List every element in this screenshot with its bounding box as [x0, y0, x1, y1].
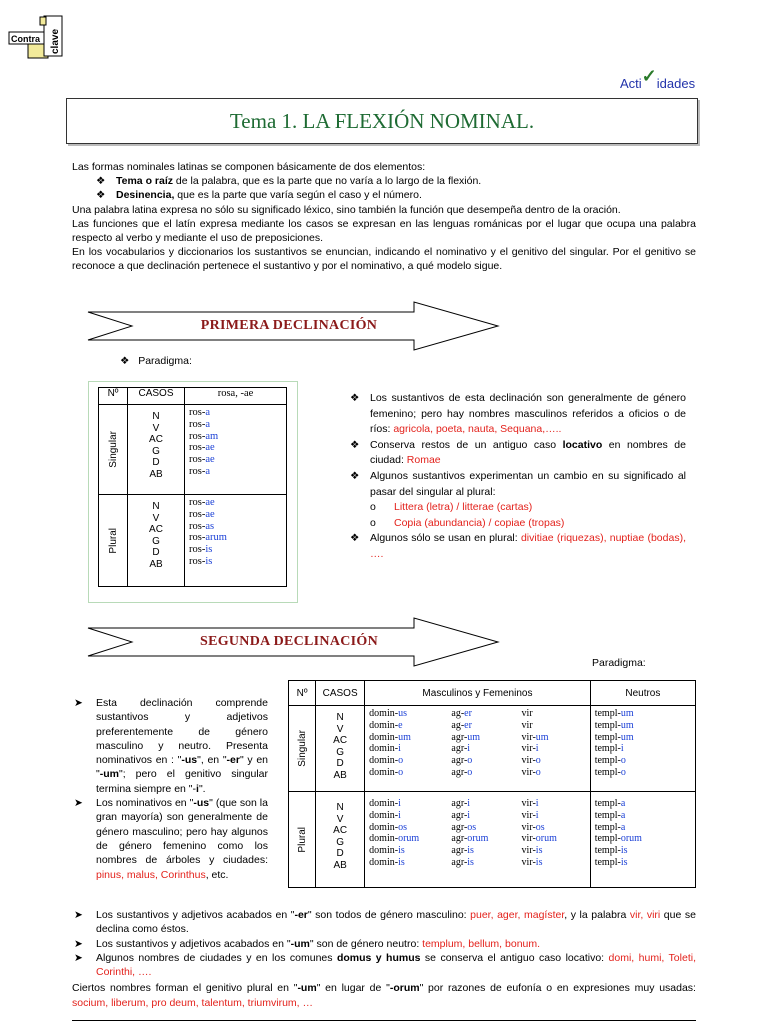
declension-form: ros-ae — [189, 442, 215, 454]
intro-bullet-1: ❖ Tema o raíz de la palabra, que es la parte que no varía a lo largo de la flexión. — [96, 175, 482, 188]
note-item: ➤ Algunos nombres de ciudades y en los comunes domus y humus se conserva el antiguo caso locativo: domi, humi, Toleti, Corinthi, …. — [74, 951, 696, 979]
singular-templ-forms — [590, 706, 695, 792]
col-word-header: rosa, -ae — [185, 388, 287, 405]
col-neuter-header: Neutros — [590, 681, 695, 706]
note-item: ❖ Conserva restos de un antiguo caso locativo en nombres de ciudad: Romae — [350, 438, 686, 467]
intro-line: Las formas nominales latinas se componen básicamente de dos elementos: — [72, 161, 426, 173]
declension-form: domin-us — [369, 708, 407, 719]
logo-word-clave: clave — [50, 28, 61, 54]
declension-form: ros-a — [189, 407, 211, 418]
declension-form: domin-e — [369, 719, 403, 731]
declension-form: vir-i — [521, 809, 539, 821]
declension-form: domin-orum — [369, 833, 420, 845]
diamond-bullet-icon: ❖ — [350, 392, 360, 404]
declension-form: agr-orum — [451, 833, 489, 845]
plural-cell: Plural — [99, 495, 128, 587]
declension-form: vir-is — [521, 856, 543, 868]
plural-cases — [128, 495, 185, 587]
declension-form: domin-i — [369, 809, 401, 821]
declension-form: ros-is — [189, 555, 213, 567]
declension-form: vir-o — [521, 755, 541, 767]
singular-agr-forms — [447, 706, 517, 792]
diamond-bullet-icon: ❖ — [350, 469, 360, 482]
diamond-bullet-icon: ❖ — [350, 532, 360, 545]
plural-cell: Plural — [289, 792, 316, 888]
logo-word-contra: Contra — [11, 34, 40, 44]
declension-form: templ-i — [594, 743, 624, 755]
declension-form: ros-is — [189, 544, 213, 556]
singular-cell: Singular — [99, 405, 128, 495]
declension-form: agr-i — [451, 798, 471, 809]
note-item: ❖ Algunos sólo se usan en plural: divitiae (riquezas), nuptiae (bodas), …. — [350, 532, 686, 560]
case-label: AC — [149, 524, 163, 535]
declension-form: domin-o — [369, 755, 404, 767]
note-item: ❖ Algunos sustantivos experimentan un cambio en su significado al pasar del singular al plural: — [350, 469, 686, 498]
col-mf-header: Masculinos y Femeninos — [365, 681, 591, 706]
case-label: D — [152, 457, 160, 468]
case-label: G — [152, 445, 160, 457]
declension-form: vir — [521, 719, 533, 731]
plural-vir-forms — [518, 792, 591, 888]
singular-cell: Singular — [289, 706, 316, 792]
declension-form: domin-is — [369, 856, 405, 868]
case-label: AB — [333, 769, 347, 781]
declension-form: ros-a — [189, 465, 211, 477]
case-label: N — [152, 501, 160, 512]
col-cases-header: CASOS — [316, 681, 365, 706]
footer-divider — [72, 1020, 696, 1021]
case-label: N — [336, 712, 344, 723]
declension-form: templ-is — [594, 856, 628, 868]
case-label: N — [152, 411, 160, 422]
declension-form: agr-um — [451, 731, 481, 743]
declension-form: agr-o — [451, 766, 473, 778]
declension-form: vir-os — [521, 821, 545, 833]
declension-form: domin-os — [369, 821, 407, 833]
declension-form: templ-um — [594, 708, 634, 719]
declension-form: vir-is — [521, 845, 543, 857]
declension-form: agr-is — [451, 845, 474, 857]
declension-form: ros-a — [189, 418, 211, 430]
case-label: V — [152, 512, 160, 524]
singular-forms — [185, 405, 287, 495]
case-label: V — [152, 422, 160, 434]
first-declension-notes — [346, 391, 686, 563]
actividades-label: Acti✓idades — [620, 66, 696, 91]
declension-form: templ-a — [594, 821, 626, 833]
declension-form: domin-is — [369, 845, 405, 857]
intro-bullet-2: ❖ Desinencia, que es la parte que varía según el caso y el número. — [96, 189, 422, 202]
diamond-bullet-icon: ❖ — [96, 175, 106, 188]
singular-domin-forms — [365, 706, 448, 792]
case-label: AC — [333, 735, 348, 746]
declension-form: ros-ae — [189, 454, 215, 466]
case-label: V — [336, 723, 344, 735]
note-subitem: o Littera (letra) / litterae (cartas) — [346, 500, 686, 516]
declension-form: ag-er — [451, 708, 472, 719]
plural-agr-forms — [447, 792, 517, 888]
title-box — [66, 98, 698, 144]
declension-form: vir-um — [521, 731, 549, 743]
arrow-bullet-icon: ➤ — [74, 697, 83, 709]
declension-form: domin-um — [369, 731, 411, 743]
declension-form: ros-arum — [189, 532, 227, 544]
note-item: ❖ Los sustantivos de esta declinación son generalmente de género femenino; pero hay nombres masculinos referidos a oficios o de ríos: agricola, poeta, nauta, Sequana,….. — [350, 392, 686, 436]
second-declension-banner — [74, 616, 504, 668]
declension-form: templ-a — [594, 798, 626, 809]
declension-form: templ-um — [594, 731, 634, 743]
second-declension-table — [288, 680, 696, 888]
singular-vir-forms — [518, 706, 591, 792]
note-subitem: o Copia (abundancia) / copiae (tropas) — [346, 516, 686, 532]
declension-form: ros-ae — [189, 497, 215, 508]
case-label: D — [336, 848, 344, 859]
declension-form: agr-i — [451, 809, 471, 821]
first-declension-table — [98, 387, 287, 587]
arrow-bullet-icon: ➤ — [74, 909, 83, 921]
case-label: AB — [149, 558, 163, 570]
declension-form: templ-um — [594, 719, 634, 731]
first-declension-banner — [74, 300, 504, 352]
page-title: Tema 1. LA FLEXIÓN NOMINAL. — [229, 109, 535, 133]
circle-bullet-icon: o — [370, 501, 376, 514]
declension-form: agr-os — [451, 821, 477, 833]
second-declension-bottom-notes — [72, 908, 696, 1010]
declension-form: vir-orum — [521, 833, 557, 845]
declension-form: templ-orum — [594, 833, 642, 845]
first-declension-table-frame — [88, 381, 298, 603]
intro-paragraph: Una palabra latina expresa no sólo su significado léxico, sino también la función que desempeña dentro de la oración. — [72, 203, 621, 216]
plural-forms — [185, 495, 287, 587]
note-item: ➤ Los sustantivos y adjetivos acabados en "-er" son todos de género masculino: puer, ager, magíster, y la palabra vir, viri que se declina como éstos. — [74, 909, 696, 936]
paradigm-label-1: ❖ Paradigma: — [120, 355, 192, 367]
plural-domin-forms — [365, 792, 448, 888]
singular-cases — [128, 405, 185, 495]
declension-form: ros-ae — [189, 508, 215, 520]
declension-form: domin-i — [369, 743, 401, 755]
col-num-header: Nº — [289, 681, 316, 706]
checkmark-icon: ✓ — [641, 66, 657, 86]
declension-form: ag-er — [451, 719, 472, 731]
diamond-bullet-icon: ❖ — [120, 355, 130, 367]
case-label: D — [336, 758, 344, 769]
diamond-bullet-icon: ❖ — [96, 189, 106, 202]
case-label: N — [336, 802, 344, 813]
declension-form: ros-am — [189, 430, 219, 442]
declension-form: domin-o — [369, 766, 404, 778]
declension-form: vir — [521, 708, 533, 719]
singular-cases — [316, 706, 365, 792]
declension-form: vir-i — [521, 743, 539, 755]
plural-cases — [316, 792, 365, 888]
arrow-bullet-icon: ➤ — [74, 797, 83, 810]
contraclave-logo — [8, 14, 64, 60]
case-label: G — [336, 836, 344, 848]
case-label: G — [336, 746, 344, 758]
circle-bullet-icon: o — [370, 516, 376, 529]
paradigm-label-2: Paradigma: — [592, 657, 646, 669]
plural-templ-forms — [590, 792, 695, 888]
arrow-bullet-icon: ➤ — [74, 951, 83, 964]
declension-form: domin-i — [369, 798, 401, 809]
declension-form: templ-is — [594, 845, 628, 857]
first-declension-heading: PRIMERA DECLINACIÓN — [200, 318, 378, 333]
declension-form: vir-i — [521, 798, 539, 809]
declension-form: ros-as — [189, 520, 215, 532]
declension-form: templ-o — [594, 755, 626, 767]
case-label: AB — [149, 468, 163, 480]
declension-form: templ-o — [594, 766, 626, 778]
note-item: ➤ Esta declinación comprende sustantivos y adjetivos preferentemente de género masculino y neutro. Presenta nominativos en : "-us", en "-er" y en "-um"; pero el genitivo singular termina siempre en "-i". — [74, 697, 268, 795]
intro-section — [72, 160, 696, 274]
arrow-bullet-icon: ➤ — [74, 937, 83, 950]
closing-paragraph: Ciertos nombres forman el genitivo plural en "-um" en lugar de "-orum" por razones de eufonía o en expresiones muy usadas: socium, liberum, pro deum, talentum, triumvirum, … — [72, 982, 696, 1009]
diamond-bullet-icon: ❖ — [350, 438, 360, 451]
case-label: AB — [333, 859, 347, 871]
declension-form: templ-a — [594, 809, 626, 821]
case-label: D — [152, 547, 160, 558]
declension-form: agr-i — [451, 743, 471, 755]
second-declension-left-notes — [72, 696, 268, 882]
declension-form: agr-is — [451, 856, 474, 868]
declension-form: agr-o — [451, 755, 473, 767]
case-label: G — [152, 535, 160, 547]
col-cases-header: CASOS — [128, 388, 185, 405]
case-label: AC — [333, 825, 348, 836]
intro-paragraph: Las funciones que el latín expresa mediante los casos se expresan en las lenguas románicas por el lugar que ocupa una palabra respecto al verbo y mediante el uso de preposiciones. — [72, 217, 696, 245]
note-item: ➤ Los sustantivos y adjetivos acabados en "-um" son de género neutro: templum, bellum, bonum. — [74, 937, 541, 950]
case-label: AC — [149, 434, 163, 445]
intro-paragraph: En los vocabularios y diccionarios los sustantivos se enuncian, indicando el nominativo y el genitivo del singular. Por el genitivo se reconoce a que declinación pertenece el sustantivo y por el nominativo, a qué modelo sigue. — [72, 246, 696, 273]
second-declension-heading: SEGUNDA DECLINACIÓN — [199, 634, 378, 649]
declension-form: vir-o — [521, 766, 541, 778]
col-num-header: Nº — [99, 388, 128, 405]
case-label: V — [336, 813, 344, 825]
note-item: ➤ Los nominativos en "-us" (que son la gran mayoría) son generalmente de género masculino; pero hay algunos de género femenino como los nombres de árboles y ciudades: pinus, malus, Corinthus, etc. — [74, 797, 268, 881]
